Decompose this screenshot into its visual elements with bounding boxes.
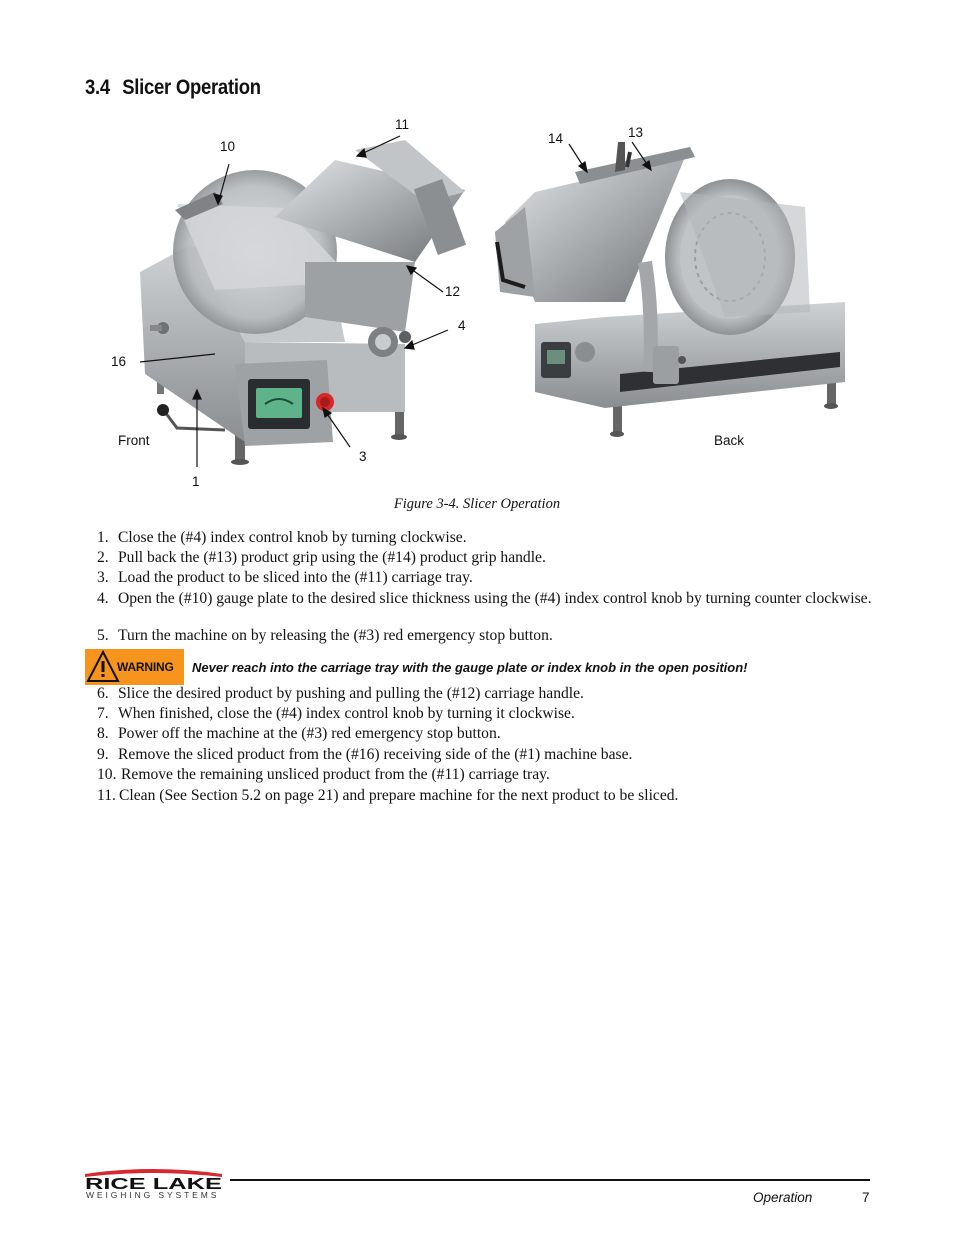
step-text: Slice the desired product by pushing and pulling the (#12) carriage handle. (118, 685, 584, 702)
slicer-figure (105, 112, 875, 502)
warning-label: WARNING (117, 660, 174, 674)
callout-13: 13 (628, 125, 644, 140)
front-slicer (140, 140, 466, 465)
step-item (97, 627, 887, 644)
step-number: 8. (97, 725, 109, 742)
logo-text: RICE LAKE (85, 1176, 222, 1190)
step-text: Turn the machine on by releasing the (#3) red emergency stop button. (118, 627, 553, 644)
callout-4: 4 (458, 318, 466, 333)
figure-caption: Figure 3-4. Slicer Operation (393, 496, 561, 512)
slicer-illustration (105, 112, 875, 502)
step-item (97, 705, 887, 722)
step-text: Load the product to be sliced into the (#11) carriage tray. (118, 569, 473, 586)
step-text: When finished, close the (#4) index control knob by turning it clockwise. (118, 705, 575, 722)
callout-12: 12 (445, 284, 461, 299)
step-item (97, 766, 887, 783)
step-number: 7. (97, 705, 109, 722)
footer-page-number: 7 (862, 1190, 870, 1205)
callout-3: 3 (359, 449, 367, 464)
step-item (97, 685, 887, 702)
footer-section-name: Operation (753, 1190, 813, 1205)
callout-16: 16 (111, 354, 127, 369)
step-number: 2. (97, 549, 109, 566)
step-number: 5. (97, 627, 109, 644)
step-number: 9. (97, 746, 109, 763)
warning-badge (85, 649, 184, 685)
step-item (97, 746, 887, 763)
step-number: 1. (97, 529, 109, 546)
step-item (97, 549, 887, 566)
section-heading (85, 76, 261, 100)
logo-subtitle: WEIGHING SYSTEMS (86, 1190, 220, 1200)
step-item (97, 590, 887, 607)
step-number: 4. (97, 590, 109, 607)
callout-10: 10 (220, 139, 236, 154)
callout-14: 14 (548, 131, 564, 146)
section-title: Slicer Operation (122, 76, 261, 99)
footer-rule (230, 1179, 870, 1181)
step-number: 3. (97, 569, 109, 586)
step-text: Open the (#10) gauge plate to the desired slice thickness using the (#4) index control knob by turning counter clockwise. (118, 590, 872, 607)
step-item (97, 787, 887, 804)
callout-1: 1 (192, 474, 200, 489)
warning-text: Never reach into the carriage tray with the gauge plate or index knob in the open position! (192, 660, 748, 675)
section-number: 3.4 (85, 76, 110, 99)
warning-callout (85, 649, 885, 685)
step-text: Pull back the (#13) product grip using the (#14) product grip handle. (118, 549, 546, 566)
step-number: 11. (97, 787, 116, 804)
step-number: 6. (97, 685, 109, 702)
back-slicer (495, 142, 845, 437)
step-text: Power off the machine at the (#3) red emergency stop button. (118, 725, 501, 742)
step-text: Remove the sliced product from the (#16) receiving side of the (#1) machine base. (118, 746, 633, 763)
callout-11: 11 (395, 117, 410, 132)
step-text: Close the (#4) index control knob by turning clockwise. (118, 529, 467, 546)
front-label: Front (118, 433, 150, 448)
rice-lake-logo (85, 1168, 222, 1190)
step-item (97, 725, 887, 742)
step-number: 10. (97, 766, 117, 783)
back-label: Back (714, 433, 745, 448)
step-text: Clean (See Section 5.2 on page 21) and prepare machine for the next product to be sliced. (119, 787, 679, 804)
warning-triangle-icon (86, 650, 120, 684)
step-item (97, 529, 887, 546)
step-text: Remove the remaining unsliced product from the (#11) carriage tray. (121, 766, 550, 783)
step-item (97, 569, 887, 586)
